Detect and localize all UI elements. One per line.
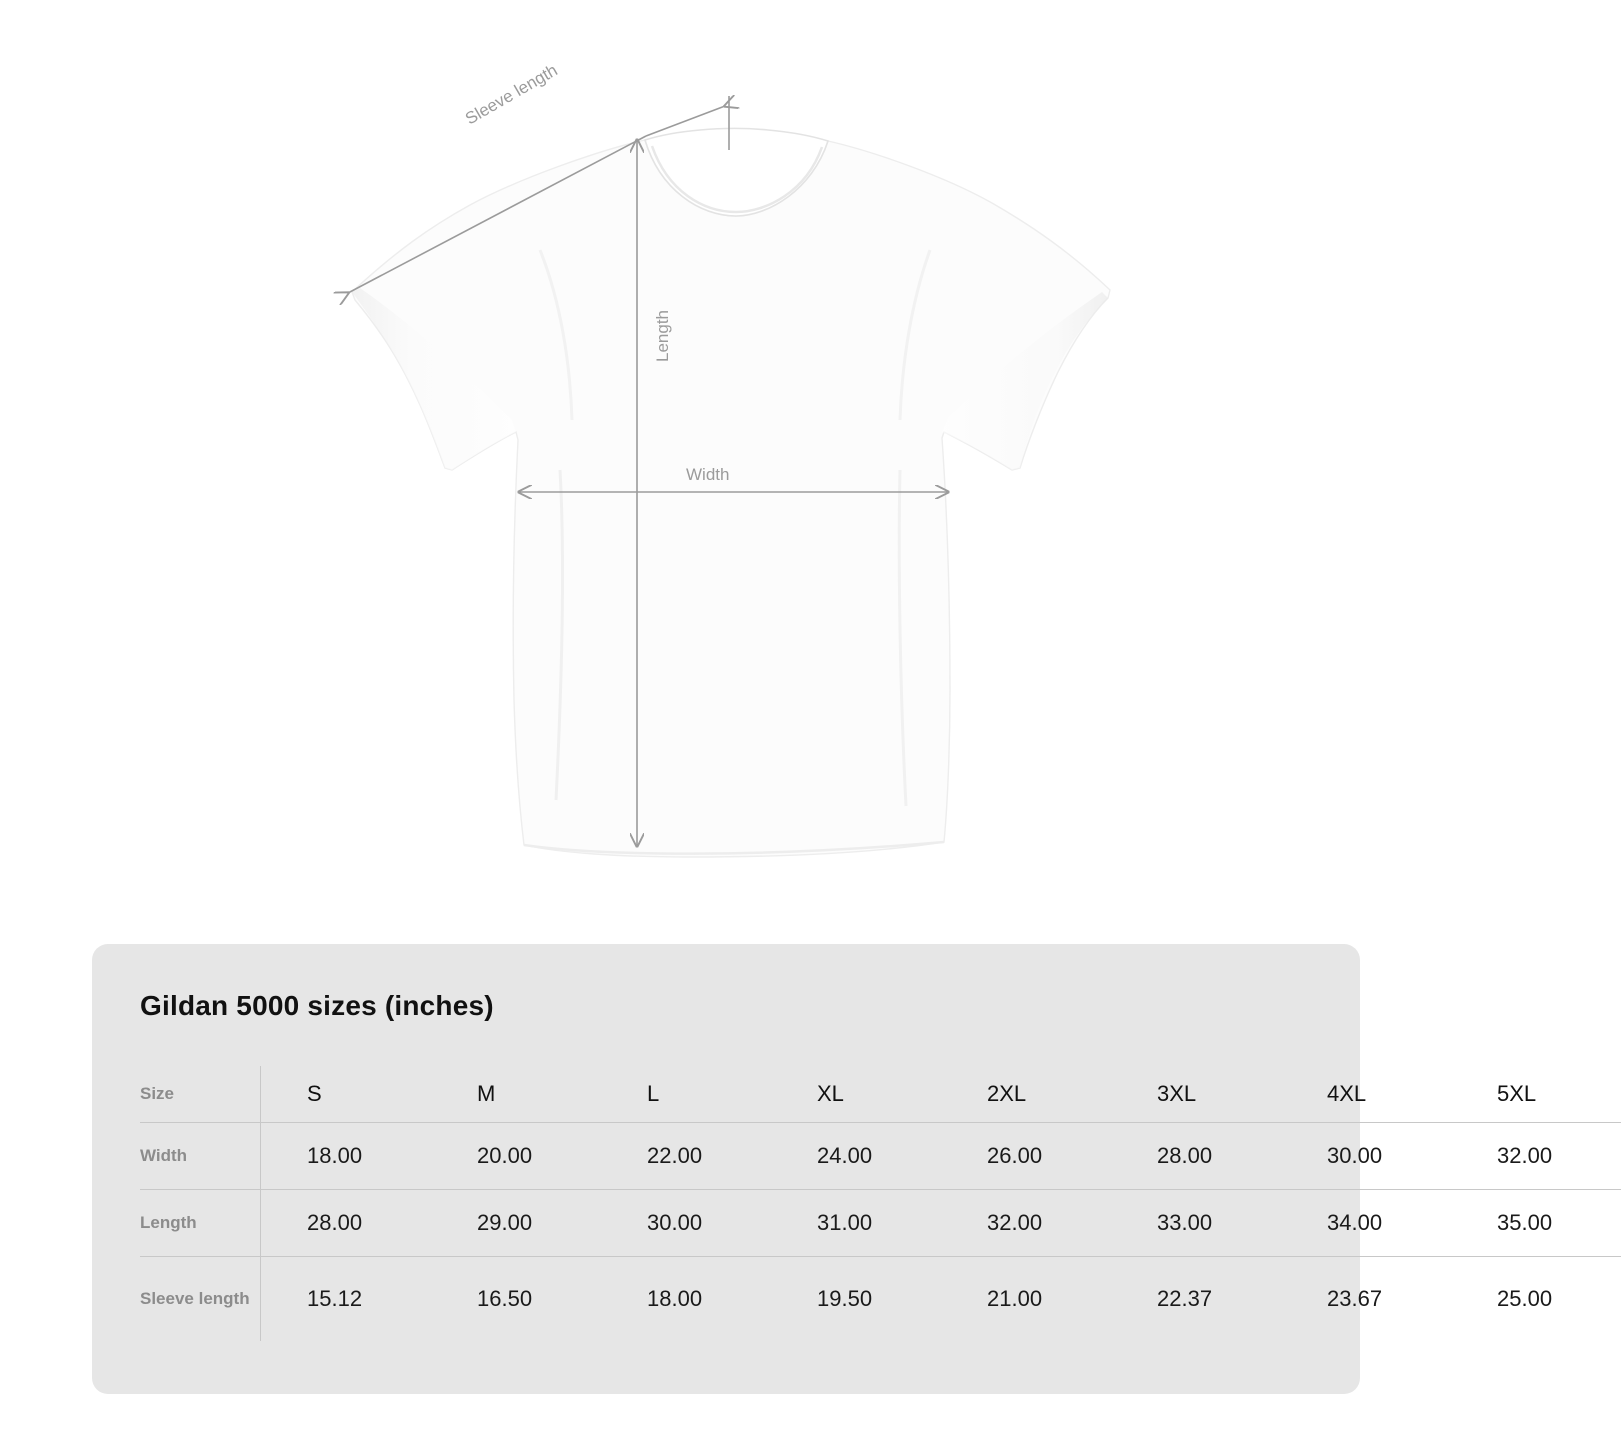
width-4xl: 30.00 <box>1281 1123 1451 1190</box>
size-chart-title: Gildan 5000 sizes (inches) <box>140 990 494 1021</box>
width-2xl: 26.00 <box>941 1123 1111 1190</box>
length-3xl: 33.00 <box>1111 1190 1281 1257</box>
table-row <box>140 1190 1621 1257</box>
row-header-length: Length <box>140 1190 261 1257</box>
length-label: Length <box>653 310 672 362</box>
width-l: 22.00 <box>601 1123 771 1190</box>
sleeve-4xl: 23.67 <box>1327 1286 1383 1311</box>
width-3xl: 28.00 <box>1111 1123 1281 1190</box>
size-chart-card <box>92 944 1553 1394</box>
sleeve-l: 18.00 <box>647 1286 703 1311</box>
row-header-width: Width <box>140 1123 261 1190</box>
sleeve-m: 16.50 <box>477 1286 533 1311</box>
column-header-4xl: 4XL <box>1281 1066 1451 1123</box>
length-4xl: 34.00 <box>1281 1190 1451 1257</box>
length-2xl: 32.00 <box>941 1190 1111 1257</box>
column-header-5xl: 5XL <box>1451 1066 1621 1123</box>
table-row <box>140 1257 1621 1342</box>
length-5xl: 35.00 <box>1451 1190 1621 1257</box>
length-s: 28.00 <box>261 1190 432 1257</box>
sleeve-s: 15.12 <box>307 1286 363 1311</box>
column-header-size: Size <box>140 1066 261 1123</box>
column-header-m: M <box>431 1066 601 1123</box>
column-header-s: S <box>261 1066 432 1123</box>
sleeve-5xl: 25.00 <box>1497 1286 1553 1311</box>
width-5xl: 32.00 <box>1451 1123 1621 1190</box>
width-label: Width <box>686 465 730 484</box>
width-xl: 24.00 <box>771 1123 941 1190</box>
size-chart-table <box>140 1066 1621 1341</box>
row-header-sleeve-length: Sleeve length <box>140 1257 261 1342</box>
sleeve-xl: 19.50 <box>817 1286 873 1311</box>
column-header-xl: XL <box>771 1066 941 1123</box>
length-l: 30.00 <box>601 1190 771 1257</box>
column-header-2xl: 2XL <box>941 1066 1111 1123</box>
sleeve-length-label: Sleeve length <box>462 60 561 129</box>
table-header-row <box>140 1066 1621 1123</box>
column-header-l: L <box>601 1066 771 1123</box>
column-header-3xl: 3XL <box>1111 1066 1281 1123</box>
sleeve-2xl: 21.00 <box>987 1286 1043 1311</box>
width-s: 18.00 <box>261 1123 432 1190</box>
sleeve-3xl: 22.37 <box>1157 1286 1213 1311</box>
length-xl: 31.00 <box>771 1190 941 1257</box>
table-row <box>140 1123 1621 1190</box>
length-m: 29.00 <box>431 1190 601 1257</box>
width-m: 20.00 <box>431 1123 601 1190</box>
